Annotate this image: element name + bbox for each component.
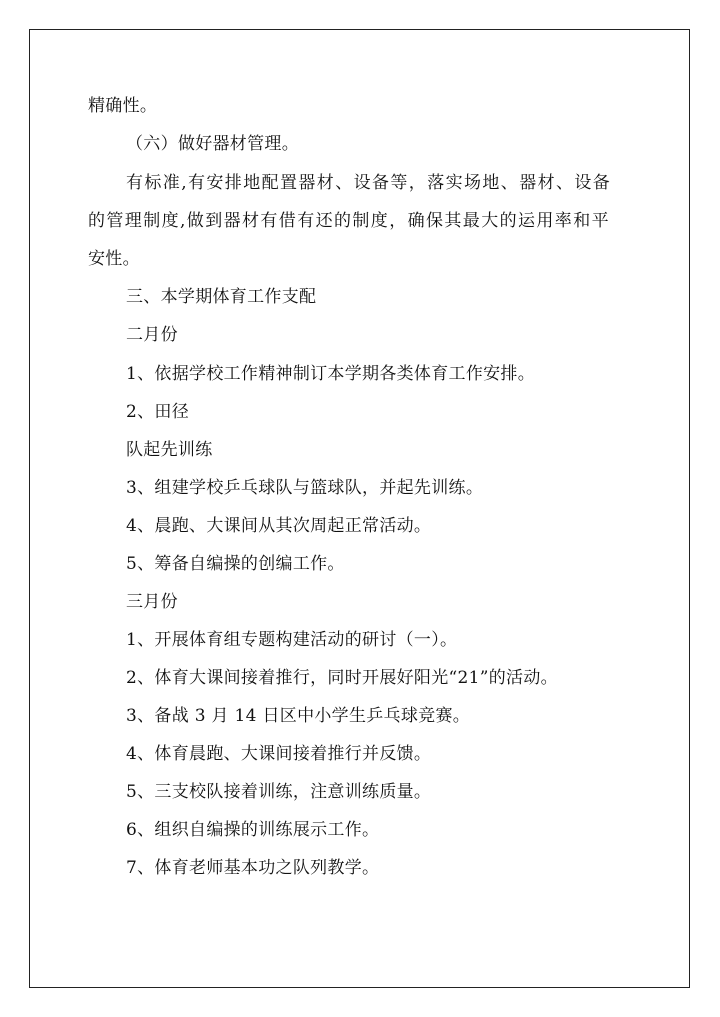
feb-item-5: 5、筹备自编操的创编工作。 — [126, 554, 345, 574]
month-heading-february: 二月份 — [126, 325, 178, 345]
feb-item-1: 1、依据学校工作精神制订本学期各类体育工作安排。 — [126, 364, 536, 384]
section-heading-semester-plan: 三、本学期体育工作支配 — [126, 287, 317, 307]
feb-item-4: 4、晨跑、大课间从其次周起正常活动。 — [126, 516, 432, 536]
mar-item-5: 5、三支校队接着训练，注意训练质量。 — [126, 782, 432, 802]
feb-item-3: 3、组建学校乒乓球队与篮球队，并起先训练。 — [126, 478, 484, 498]
month-heading-march: 三月份 — [126, 592, 178, 612]
paragraph-equipment-line-2: 的管理制度,做到器材有借有还的制度，确保其最大的运用率和平 — [88, 211, 611, 231]
mar-item-2: 2、体育大课间接着推行，同时开展好阳光“21”的活动。 — [126, 668, 558, 688]
text-line-precision-end: 精确性。 — [88, 96, 158, 116]
paragraph-equipment-line-1: 有标准,有安排地配置器材、设备等，落实场地、器材、设备 — [126, 173, 612, 193]
paragraph-equipment-line-3: 安性。 — [88, 249, 140, 269]
feb-item-2-continued: 队起先训练 — [126, 440, 213, 460]
mar-item-4: 4、体育晨跑、大课间接着推行并反馈。 — [126, 744, 432, 764]
mar-item-3: 3、备战 3 月 14 日区中小学生乒乓球竞赛。 — [126, 706, 471, 726]
mar-item-6: 6、组织自编操的训练展示工作。 — [126, 820, 380, 840]
section-heading-equipment: （六）做好器材管理。 — [126, 134, 299, 154]
mar-item-1: 1、开展体育组专题构建活动的研讨（一）。 — [126, 630, 458, 650]
feb-item-2: 2、田径 — [126, 402, 190, 422]
mar-item-7: 7、体育老师基本功之队列教学。 — [126, 858, 380, 878]
